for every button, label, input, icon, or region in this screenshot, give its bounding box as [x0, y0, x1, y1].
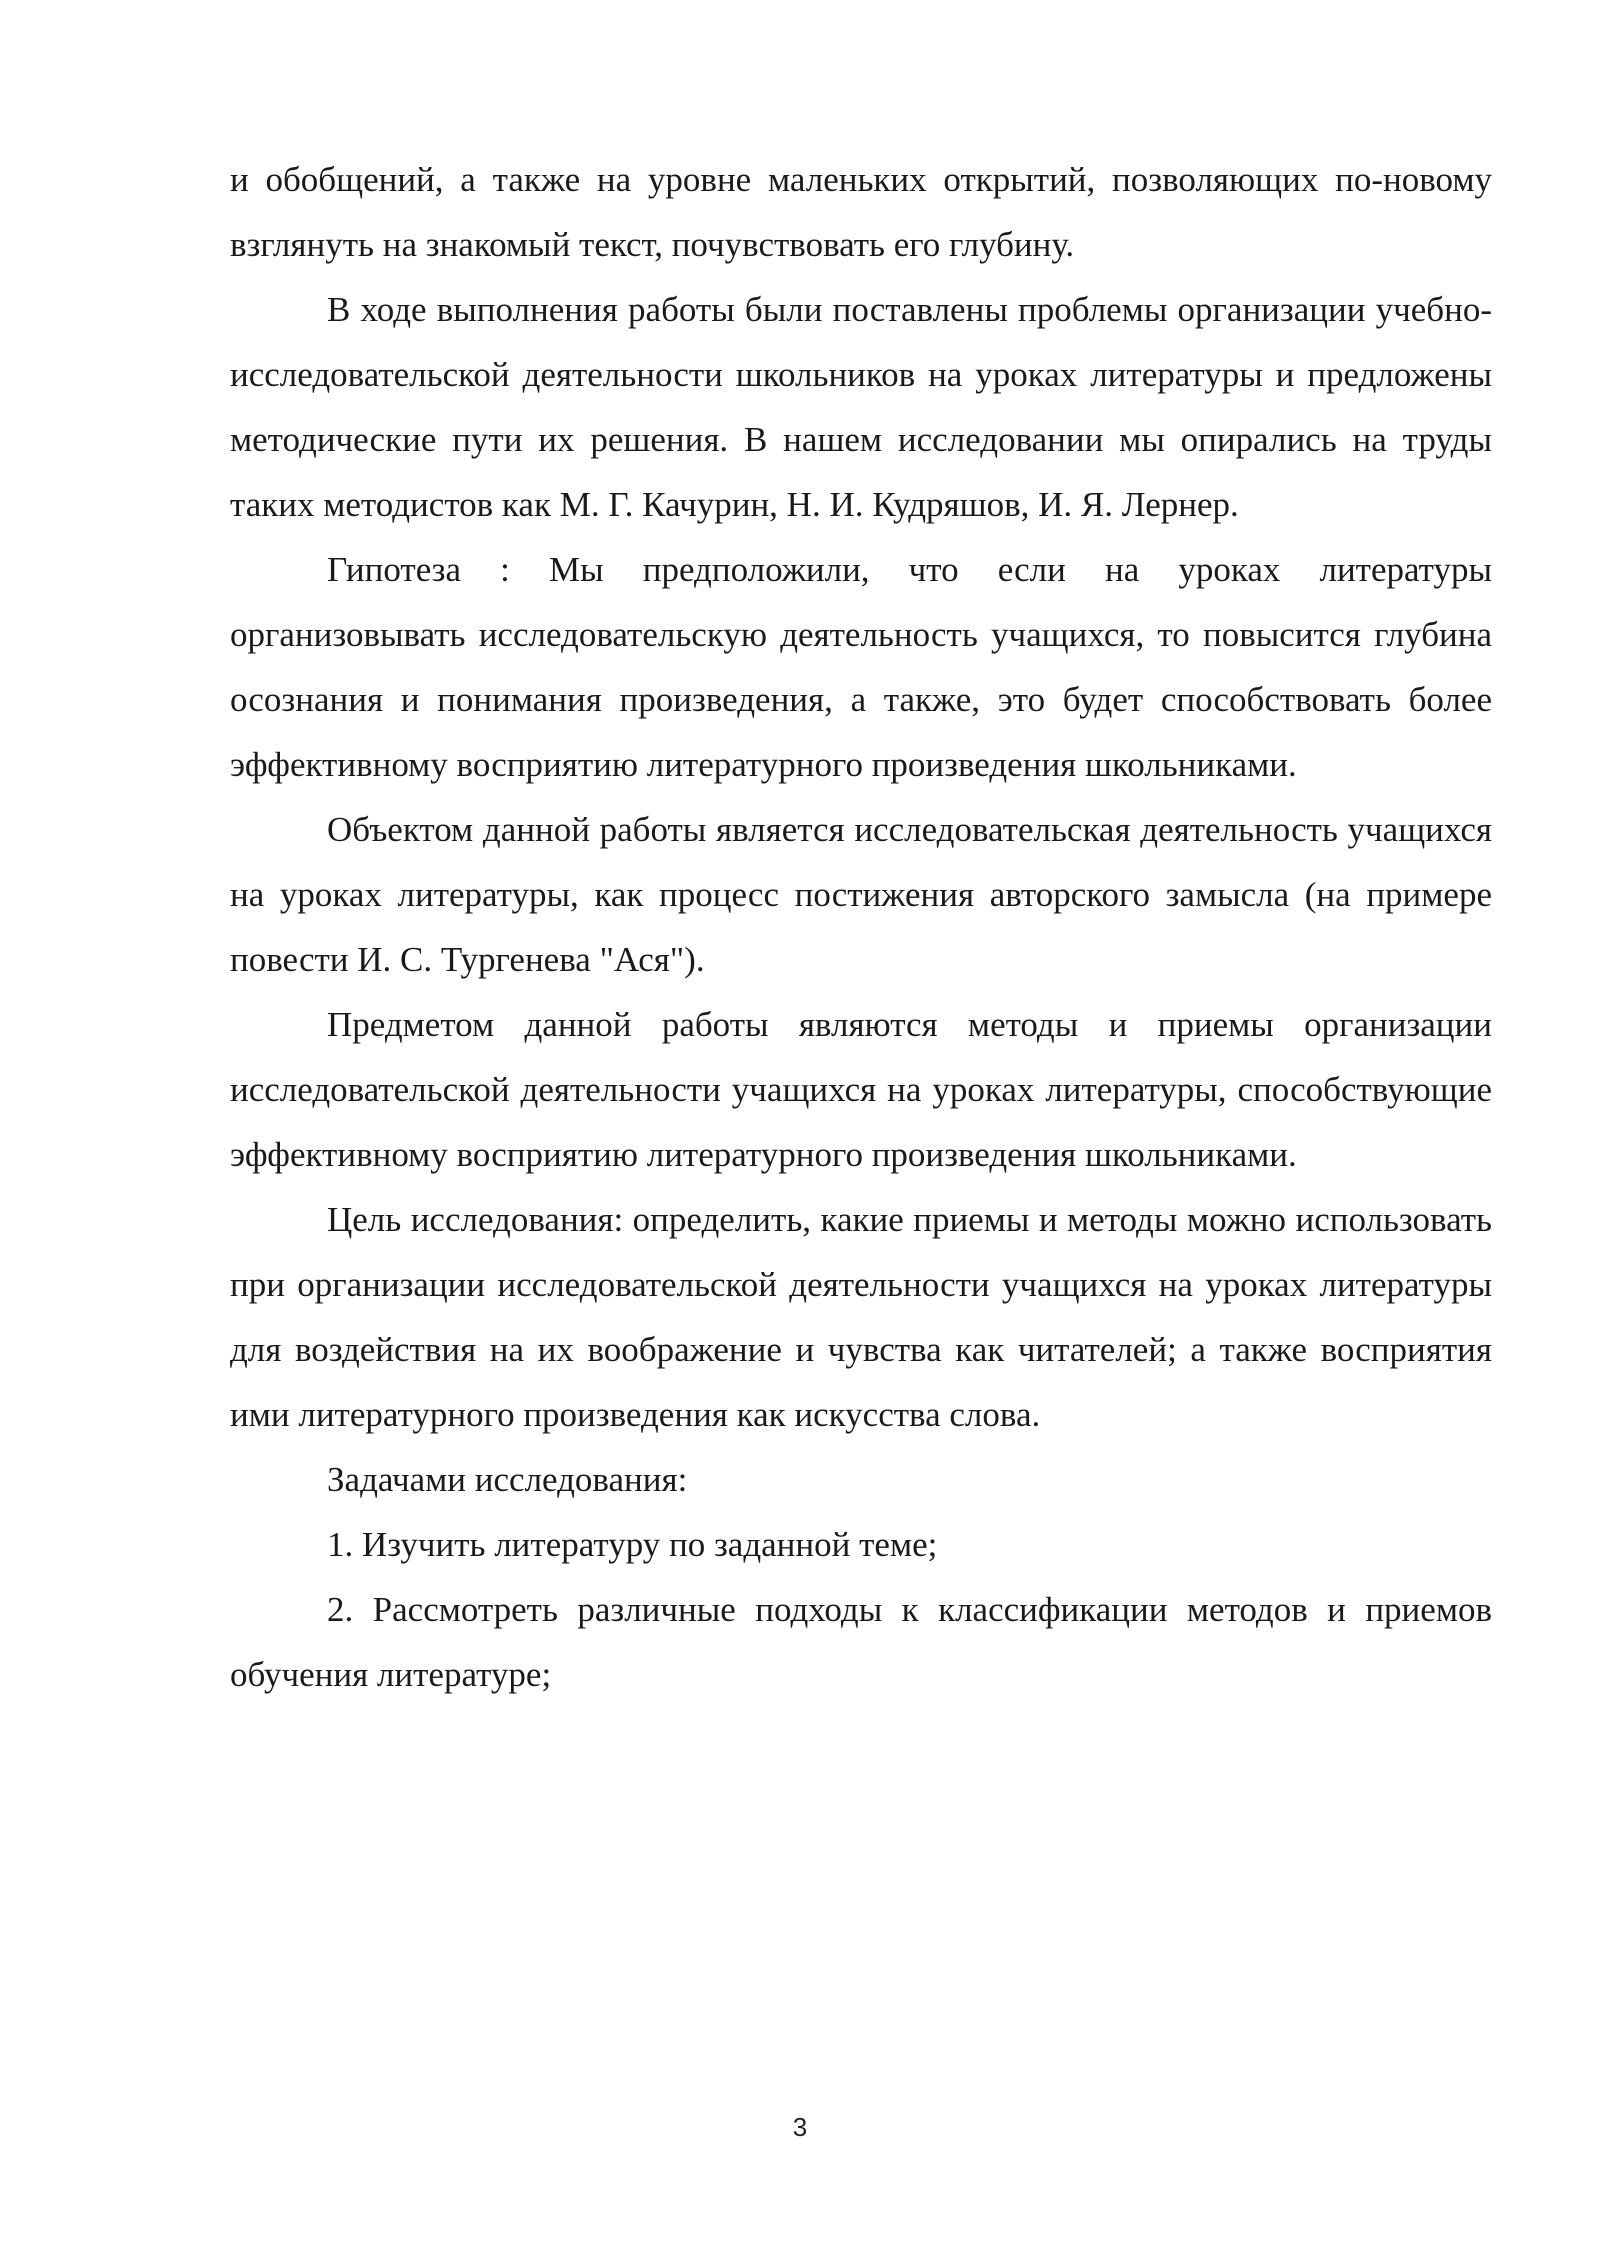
paragraph-goal: Цель исследования: определить, какие приемы и методы можно использовать при организации исследовательской деятельности учащихся на уроках литературы для воздействия на их воображение и чувства как читателей; а также восприятия ими литературного произведения как искусства слова. — [230, 1200, 1492, 1434]
document-body — [230, 147, 1492, 1707]
page-number: 3 — [792, 2112, 808, 2142]
paragraph-continuation: и обобщений, а также на уровне маленьких открытий, позволяющих по-новому взглянуть на знакомый текст, почувствовать его глубину. — [230, 160, 1492, 264]
paragraph-object: Объектом данной работы является исследовательская деятельность учащихся на уроках литературы, как процесс постижения авторского замысла (на примере повести И. С. Тургенева "Ася"). — [230, 810, 1492, 979]
paragraph-problems: В ходе выполнения работы были поставлены проблемы организации учебно-исследовательской деятельности школьников на уроках литературы и предложены методические пути их решения. В нашем исследовании мы опирались на труды таких методистов как М. Г. Качурин, Н. И. Кудряшов, И. Я. Лернер. — [230, 290, 1492, 524]
paragraph-hypothesis: Гипотеза : Мы предположили, что если на уроках литературы организовывать исследовательскую деятельность учащихся, то повысится глубина осознания и понимания произведения, а также, это будет способствовать более эффективному восприятию литературного произведения школьниками. — [230, 550, 1492, 784]
paragraph-task-2: 2. Рассмотреть различные подходы к классификации методов и приемов обучения литературе; — [230, 1590, 1492, 1694]
paragraph-subject: Предметом данной работы являются методы и приемы организации исследовательской деятельности учащихся на уроках литературы, способствующие эффективному восприятию литературного произведения школьниками. — [230, 1005, 1492, 1174]
paragraph-tasks-heading: Задачами исследования: — [327, 1460, 688, 1499]
paragraph-task-1: 1. Изучить литературу по заданной теме; — [327, 1525, 938, 1564]
